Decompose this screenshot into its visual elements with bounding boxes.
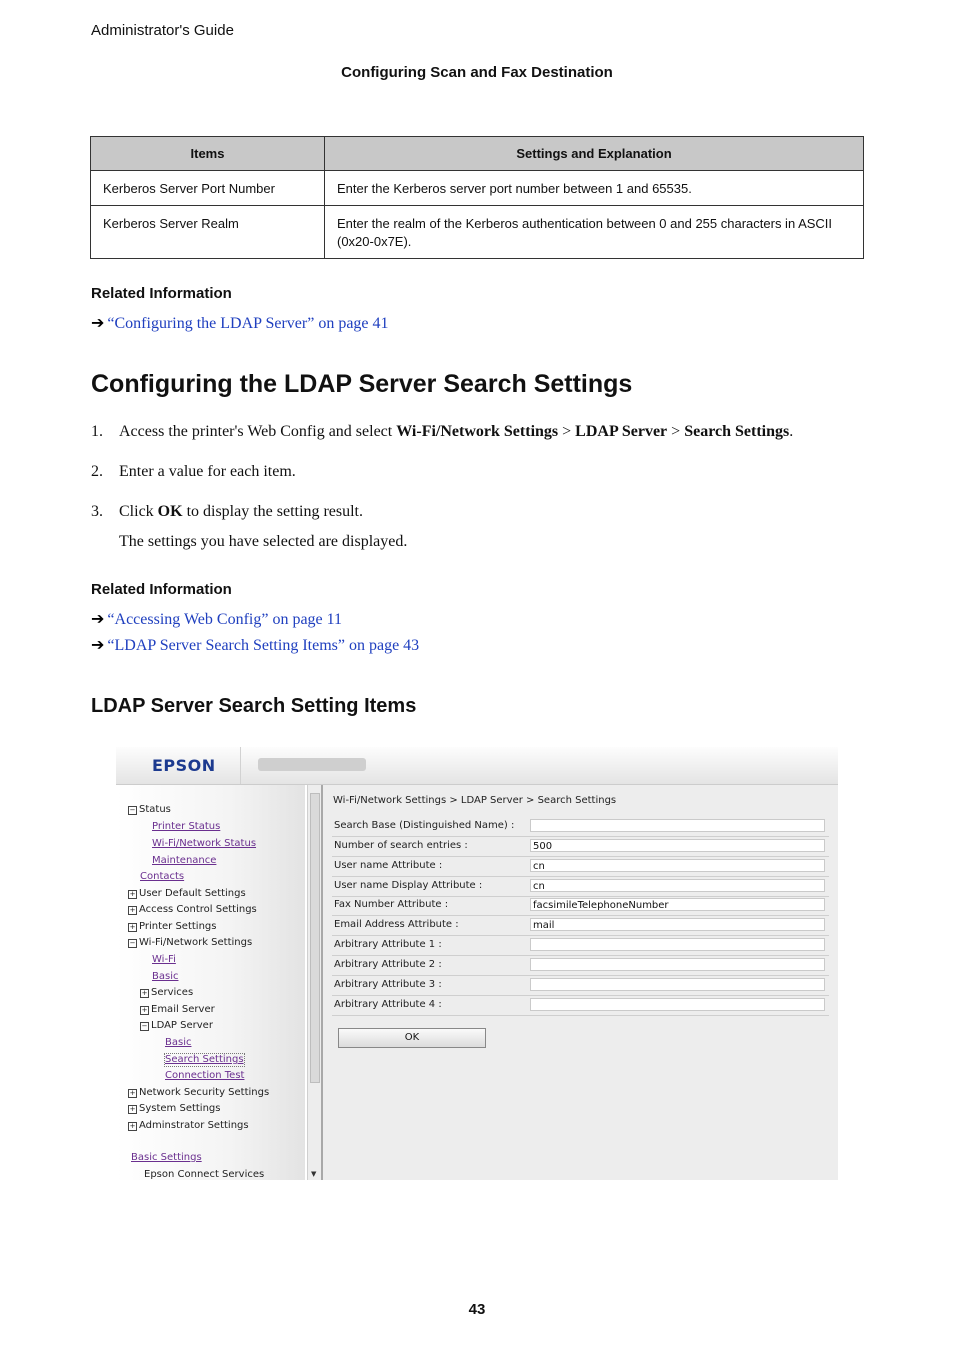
menu-path-item: LDAP Server: [575, 423, 668, 440]
navigation-pane: [116, 785, 305, 1180]
arrow-right-icon: ➔: [91, 637, 105, 654]
nav-label[interactable]: Services: [151, 987, 194, 998]
step-number: 1.: [91, 423, 103, 440]
related-link-text[interactable]: “LDAP Server Search Setting Items” on page 43: [107, 637, 420, 654]
nav-ldap-basic[interactable]: Basic: [165, 1037, 192, 1048]
form-row: [332, 896, 829, 916]
email-attribute-input[interactable]: mail: [530, 918, 825, 931]
field-label: Arbitrary Attribute 4 :: [334, 999, 442, 1010]
step-3-note: The settings you have selected are displayed.: [119, 533, 408, 550]
scroll-down-icon[interactable]: ▼: [311, 1170, 317, 1178]
arbitrary-attribute-3-input[interactable]: [530, 978, 825, 991]
form-row: [332, 976, 829, 996]
form-row: [332, 936, 829, 956]
nav-printer-status[interactable]: Printer Status: [152, 821, 221, 832]
field-label: Email Address Attribute :: [334, 919, 459, 930]
path-separator: >: [558, 423, 576, 440]
related-information-heading: Related Information: [91, 581, 232, 598]
nav-epson-connect-services[interactable]: Epson Connect Services: [144, 1169, 265, 1180]
table-header-row: [91, 137, 864, 171]
collapse-icon[interactable]: −: [129, 806, 136, 814]
expand-icon[interactable]: +: [129, 906, 136, 914]
blurred-model-name: [258, 758, 366, 771]
form-row: [332, 956, 829, 976]
settings-table: [90, 136, 864, 259]
nav-label[interactable]: Printer Settings: [139, 921, 217, 932]
expand-icon[interactable]: +: [129, 890, 136, 898]
table-cell-explanation: Enter the realm of the Kerberos authentication between 0 and 255 characters in ASCII (0x20-0x7E).: [325, 206, 864, 259]
display-attribute-input[interactable]: cn: [530, 879, 825, 892]
nav-basic[interactable]: Basic: [152, 971, 179, 982]
arrow-right-icon: ➔: [91, 611, 105, 628]
breadcrumb: Wi-Fi/Network Settings > LDAP Server > Search Settings: [333, 795, 617, 806]
search-base-input[interactable]: [530, 819, 825, 832]
related-link[interactable]: [91, 635, 419, 655]
nav-email-server[interactable]: [140, 1004, 215, 1016]
nav-basic-settings[interactable]: Basic Settings: [131, 1152, 202, 1163]
table-cell-item: Kerberos Server Port Number: [91, 171, 325, 206]
nav-label[interactable]: Access Control Settings: [139, 904, 257, 915]
nav-label[interactable]: Adminstrator Settings: [139, 1120, 249, 1131]
collapse-icon[interactable]: −: [129, 939, 136, 947]
epson-logo: EPSON: [152, 756, 216, 775]
section-header: Configuring Scan and Fax Destination: [341, 64, 613, 81]
expand-icon[interactable]: +: [129, 923, 136, 931]
fax-number-attribute-input[interactable]: facsimileTelephoneNumber: [530, 898, 825, 911]
collapse-icon[interactable]: −: [141, 1022, 148, 1030]
column-header-settings: Settings and Explanation: [325, 137, 864, 171]
nav-search-settings[interactable]: Search Settings: [165, 1054, 244, 1065]
nav-access-control-settings[interactable]: [128, 904, 257, 916]
arbitrary-attribute-1-input[interactable]: [530, 938, 825, 951]
search-entries-input[interactable]: 500: [530, 839, 825, 852]
form-row: [332, 837, 829, 857]
nav-network-security-settings[interactable]: [128, 1087, 269, 1099]
form-row: [332, 996, 829, 1016]
field-label: Arbitrary Attribute 1 :: [334, 939, 442, 950]
step-text: Click: [119, 503, 158, 520]
field-label: Fax Number Attribute :: [334, 899, 449, 910]
arrow-right-icon: ➔: [91, 315, 105, 332]
section-title: Configuring the LDAP Server Search Settings: [91, 370, 633, 398]
nav-ldap-server[interactable]: [140, 1020, 213, 1032]
step-text: .: [789, 423, 794, 440]
nav-maintenance[interactable]: Maintenance: [152, 855, 217, 866]
nav-label[interactable]: LDAP Server: [151, 1020, 213, 1031]
expand-icon[interactable]: +: [129, 1122, 136, 1130]
nav-label[interactable]: System Settings: [139, 1103, 221, 1114]
content-pane: [323, 785, 838, 1180]
arbitrary-attribute-4-input[interactable]: [530, 998, 825, 1011]
nav-label[interactable]: Wi-Fi/Network Settings: [139, 937, 253, 948]
nav-label[interactable]: Status: [139, 804, 171, 815]
nav-scrollbar[interactable]: [307, 785, 321, 1180]
expand-icon[interactable]: +: [129, 1105, 136, 1113]
nav-status[interactable]: [128, 804, 171, 816]
nav-administrator-settings[interactable]: [128, 1120, 249, 1132]
web-config-topbar: [116, 747, 838, 785]
nav-wifi-network-status[interactable]: Wi-Fi/Network Status: [152, 838, 257, 849]
related-link-text[interactable]: “Configuring the LDAP Server” on page 41: [107, 315, 389, 332]
nav-contacts[interactable]: Contacts: [140, 871, 185, 882]
table-row: [91, 206, 864, 259]
step-text: to display the setting result.: [182, 503, 363, 520]
nav-printer-settings[interactable]: [128, 921, 216, 933]
form-row: [332, 857, 829, 877]
step-2: [91, 463, 296, 481]
nav-connection-test[interactable]: Connection Test: [165, 1070, 245, 1081]
subsection-title: LDAP Server Search Setting Items: [91, 695, 417, 717]
field-label: Search Base (Distinguished Name) :: [334, 820, 515, 831]
nav-label[interactable]: Email Server: [151, 1004, 215, 1015]
related-link[interactable]: [91, 609, 342, 629]
ok-button[interactable]: OK: [338, 1028, 486, 1048]
nav-wifi[interactable]: Wi-Fi: [152, 954, 176, 965]
column-header-items: Items: [91, 137, 325, 171]
table-cell-explanation: Enter the Kerberos server port number between 1 and 65535.: [325, 171, 864, 206]
step-1: [91, 423, 793, 441]
related-link[interactable]: [91, 313, 389, 333]
nav-system-settings[interactable]: [128, 1103, 220, 1115]
web-config-screenshot: [116, 747, 838, 1180]
step-number: 3.: [91, 503, 103, 520]
scrollbar-thumb[interactable]: [310, 793, 320, 1083]
field-label: Number of search entries :: [334, 840, 468, 851]
nav-services[interactable]: [140, 987, 193, 999]
menu-path-item: Wi-Fi/Network Settings: [396, 423, 559, 440]
path-separator: >: [667, 423, 685, 440]
table-row: [91, 171, 864, 206]
user-name-attribute-input[interactable]: cn: [530, 859, 825, 872]
nav-label[interactable]: Network Security Settings: [139, 1087, 270, 1098]
table-cell-item: Kerberos Server Realm: [91, 206, 325, 259]
topbar-divider: [240, 747, 241, 784]
arbitrary-attribute-2-input[interactable]: [530, 958, 825, 971]
nav-wifi-network-settings[interactable]: [128, 937, 252, 949]
field-label: User name Display Attribute :: [334, 880, 483, 891]
form-row: [332, 916, 829, 936]
related-information-heading: Related Information: [91, 285, 232, 302]
ok-emphasis: OK: [157, 503, 183, 520]
step-3: [91, 503, 363, 521]
menu-path-item: Search Settings: [684, 423, 790, 440]
step-text: Access the printer's Web Config and select: [119, 423, 397, 440]
expand-icon[interactable]: +: [141, 989, 148, 997]
nav-label[interactable]: User Default Settings: [139, 888, 246, 899]
form-row: [332, 877, 829, 897]
step-text: Enter a value for each item.: [119, 463, 296, 480]
field-label: Arbitrary Attribute 3 :: [334, 979, 442, 990]
expand-icon[interactable]: +: [141, 1006, 148, 1014]
page-number: 43: [468, 1301, 486, 1318]
step-number: 2.: [91, 463, 103, 480]
field-label: Arbitrary Attribute 2 :: [334, 959, 442, 970]
field-label: User name Attribute :: [334, 860, 443, 871]
nav-user-default-settings[interactable]: [128, 888, 246, 900]
expand-icon[interactable]: +: [129, 1089, 136, 1097]
running-header: Administrator's Guide: [91, 22, 234, 39]
form-row: [332, 817, 829, 837]
related-link-text[interactable]: “Accessing Web Config” on page 11: [107, 611, 343, 628]
